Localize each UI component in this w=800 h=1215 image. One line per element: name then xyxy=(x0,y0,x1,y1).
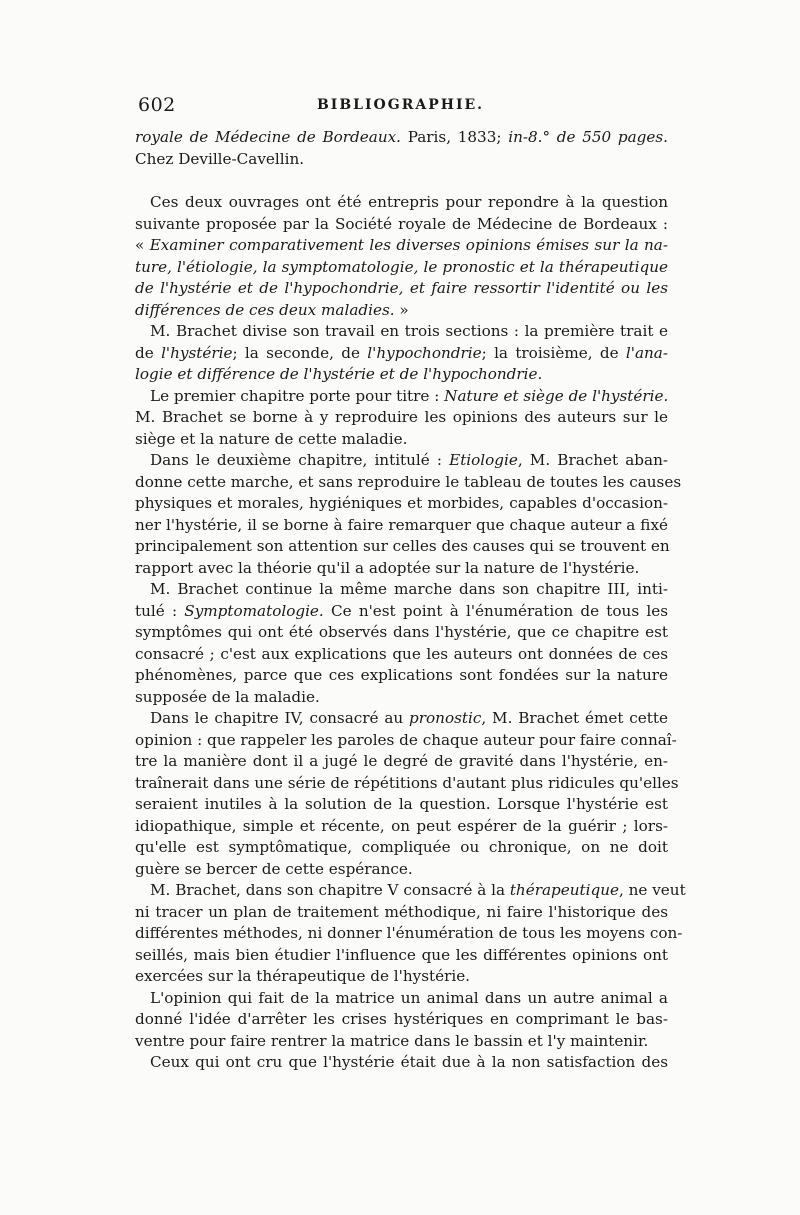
italic-text: l'ana- xyxy=(625,343,668,362)
text-line xyxy=(135,579,668,601)
text-line xyxy=(135,558,668,580)
text-segment: suivante proposée par la Société royale de Médecine de Bordeaux : xyxy=(135,214,668,233)
text-line xyxy=(135,407,668,429)
text-segment: Ces deux ouvrages ont été entrepris pour repondre à la question xyxy=(150,193,668,211)
text-line xyxy=(135,450,668,472)
text-line xyxy=(135,1052,668,1074)
text-segment: rapport avec la théorie qu'il a adoptée sur la nature de l'hystérie. xyxy=(135,558,640,577)
italic-text: logie et différence de l'hystérie et de l'hypochondrie. xyxy=(135,365,543,383)
text-segment: tre la manière dont il a jugé le degré de gravité dans l'hystérie, en- xyxy=(135,752,668,770)
text-line xyxy=(135,837,668,859)
text-line xyxy=(135,773,679,795)
italic-text: in-8.° de 550 pages. xyxy=(508,128,668,146)
text-segment: symptômes qui ont été observés dans l'hystérie, que ce chapitre est xyxy=(135,623,668,641)
text-segment: physiques et morales, hygiéniques et morbides, capables d'occasion- xyxy=(135,494,668,512)
text-segment: « xyxy=(135,236,150,254)
text-segment: ner l'hystérie, il se borne à faire remarquer que chaque auteur a fixé xyxy=(135,515,668,534)
text-segment: guère se bercer de cette espérance. xyxy=(135,859,413,878)
text-line xyxy=(135,343,668,365)
text-line xyxy=(135,278,668,300)
text-segment: donné l'idée d'arrêter les crises hystériques en comprimant le bas- xyxy=(135,1010,668,1028)
text-segment: de xyxy=(135,343,162,362)
text-line xyxy=(135,1009,668,1031)
text-line xyxy=(135,644,668,666)
text-line xyxy=(135,364,668,386)
text-line xyxy=(135,966,668,988)
text-segment: , M. Brachet émet cette xyxy=(481,709,668,727)
italic-text: pronostic xyxy=(409,709,482,727)
text-segment: tulé : xyxy=(135,601,185,620)
text-line xyxy=(135,300,668,322)
text-segment: Le premier chapitre porte pour titre : xyxy=(150,386,445,405)
text-segment: Chez Deville-Cavellin. xyxy=(135,149,305,168)
text-line xyxy=(135,192,668,214)
text-segment: exercées sur la thérapeutique de l'hystérie. xyxy=(135,967,471,985)
text-line xyxy=(135,902,668,924)
text-segment: ventre pour faire rentrer la matrice dans le bassin et l'y maintenir. xyxy=(135,1031,649,1050)
italic-text: l'hystérie xyxy=(161,343,233,362)
text-segment: M. Brachet continue la même marche dans son chapitre III, inti- xyxy=(150,580,668,598)
text-segment: ; la seconde, de xyxy=(232,343,368,362)
text-line xyxy=(135,127,668,149)
text-line xyxy=(135,536,668,558)
text-segment: » xyxy=(394,300,409,319)
text-line xyxy=(135,515,668,537)
text-segment: M. Brachet divise son travail en trois sections : la première trait e xyxy=(150,322,668,340)
text-segment: différentes méthodes, ni donner l'énumération de tous les moyens con- xyxy=(135,924,683,942)
text-segment: idiopathique, simple et récente, on peut espérer de la guérir ; lors- xyxy=(135,816,668,835)
text-segment: Ce n'est point à l'énumération de tous les xyxy=(323,601,668,620)
text-line xyxy=(135,730,677,752)
italic-text: différences de ces deux maladies. xyxy=(135,300,395,319)
text-segment: Dans le chapitre IV, consacré au xyxy=(150,709,410,727)
text-line xyxy=(135,687,668,709)
text-line xyxy=(135,880,686,902)
italic-text: Symptomatologie. xyxy=(184,601,324,620)
text-line xyxy=(135,988,668,1010)
text-line xyxy=(135,429,668,451)
page-number: 602 xyxy=(138,94,176,116)
text-line xyxy=(135,622,668,644)
text-segment: consacré ; c'est aux explications que les auteurs ont données de ces xyxy=(135,644,668,663)
running-head: BIBLIOGRAPHIE. xyxy=(316,97,485,113)
text-segment: traînerait dans une série de répétitions d'autant plus ridicules qu'elles xyxy=(135,773,679,792)
body-text xyxy=(135,127,686,1074)
text-segment: Ceux qui ont cru que l'hystérie était due à la non satisfaction des xyxy=(150,1053,668,1071)
text-segment: Dans le deuxième chapitre, intitulé : xyxy=(150,451,450,469)
text-segment: opinion : que rappeler les paroles de chaque auteur pour faire connaî- xyxy=(135,730,677,749)
text-line xyxy=(135,751,668,773)
text-line xyxy=(135,493,668,515)
text-segment: , M. Brachet aban- xyxy=(517,451,668,469)
text-line xyxy=(135,794,668,816)
text-segment: L'opinion qui fait de la matrice un animal dans un autre animal a xyxy=(150,988,668,1007)
text-segment: ; la troisième, de xyxy=(481,343,626,362)
italic-text: Etiologie xyxy=(449,451,518,469)
italic-text: Examiner comparativement les diverses opinions émises sur la na- xyxy=(149,236,668,254)
italic-text: Nature et siège de l'hystérie. xyxy=(444,386,669,405)
text-segment: seraient inutiles à la solution de la question. Lorsque l'hystérie est xyxy=(135,795,668,813)
text-line xyxy=(135,214,668,236)
text-line xyxy=(135,708,668,730)
text-segment: , ne veut xyxy=(618,881,686,899)
text-segment: M. Brachet, dans son chapitre V consacré à la xyxy=(150,881,510,899)
text-segment: Paris, 1833; xyxy=(401,128,509,146)
text-line xyxy=(135,923,683,945)
text-segment: qu'elle est symptômatique, compliquée ou chronique, on ne doit xyxy=(135,838,668,856)
text-line xyxy=(135,665,668,687)
text-line xyxy=(135,235,668,257)
italic-text: ture, l'étiologie, la symptomatologie, le pronostic et la thérapeutique xyxy=(135,257,668,276)
text-segment: principalement son attention sur celles des causes qui se trouvent en xyxy=(135,537,670,555)
text-line xyxy=(135,859,668,881)
text-segment: seillés, mais bien étudier l'influence que les différentes opinions ont xyxy=(135,945,668,964)
text-line xyxy=(135,257,668,279)
italic-text: l'hypochondrie xyxy=(367,343,482,362)
text-line xyxy=(135,1031,668,1053)
text-segment: M. Brachet se borne à y reproduire les opinions des auteurs sur le xyxy=(135,408,668,426)
text-line xyxy=(135,601,668,623)
text-line xyxy=(135,472,682,494)
text-segment: siège et la nature de cette maladie. xyxy=(135,429,408,448)
text-segment: donne cette marche, et sans reproduire le tableau de toutes les causes xyxy=(135,472,682,491)
page-header xyxy=(133,94,668,120)
text-segment: phénomènes, parce que ces explications sont fondées sur la nature xyxy=(135,666,668,684)
text-line xyxy=(135,149,668,171)
text-line xyxy=(135,321,668,343)
italic-text: royale de Médecine de Bordeaux. xyxy=(135,128,401,146)
italic-text: de l'hystérie et de l'hypochondrie, et faire ressortir l'identité ou les xyxy=(135,279,668,297)
text-line xyxy=(135,816,668,838)
text-line xyxy=(135,945,668,967)
text-line xyxy=(135,386,668,408)
text-segment: supposée de la maladie. xyxy=(135,687,320,706)
text-segment: ni tracer un plan de traitement méthodique, ni faire l'historique des xyxy=(135,902,668,921)
italic-text: thérapeutique xyxy=(509,881,619,899)
